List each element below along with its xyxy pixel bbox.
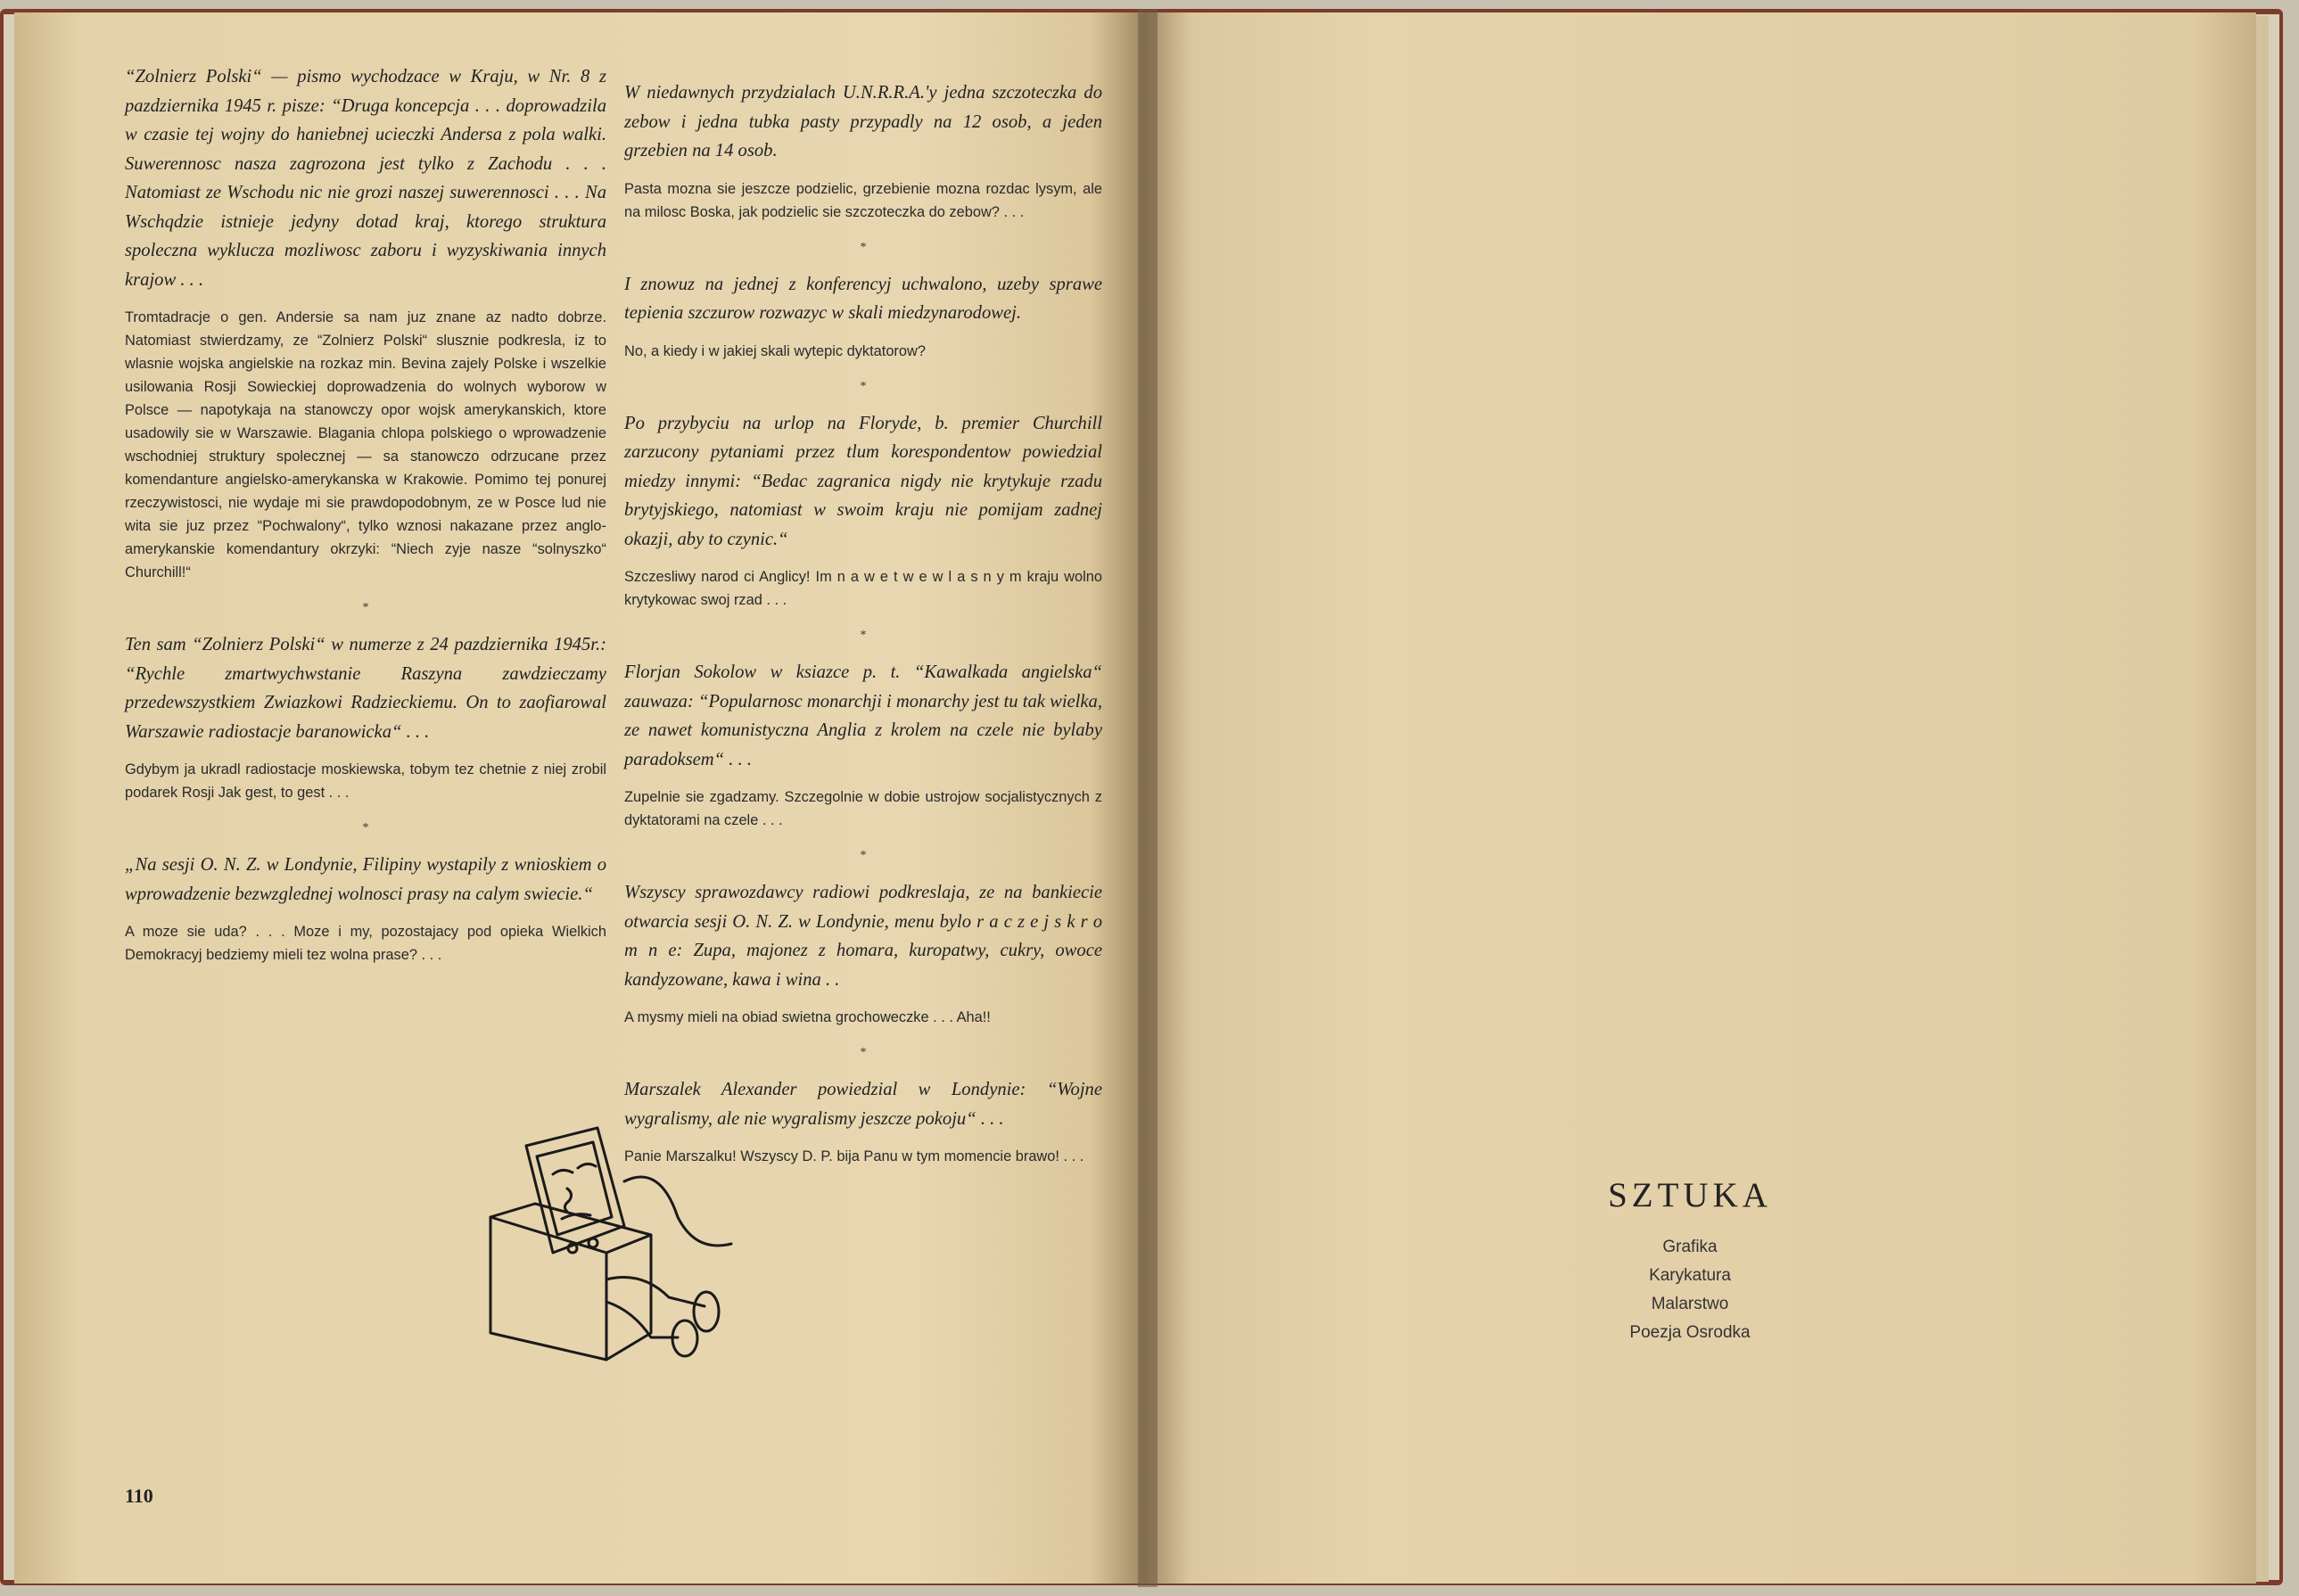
text-column-left bbox=[125, 62, 606, 967]
section-separator-star: * bbox=[860, 629, 867, 642]
quoted-paragraph: Ten sam “Zolnierz Polski“ w numerze z 24 pazdziernika 1945r.: “Rychle zmartwychwstanie Raszyna zawdzieczamy przedewszystkiem Zwiazkowi Radzieckiemu. On to zaofiarowal Warszawie radiostacje baranowicka“ . . . bbox=[125, 635, 606, 742]
quoted-paragraph: “Zolnierz Polski“ — pismo wychodzace w Kraju, w Nr. 8 z pazdziernika 1945 r. pisze: “Druga koncepcja . . . doprowadzila w czasie tej wojny do haniebnej ucieczki Andersa z pola walki. Suwerennosc nasza zagrozona jest tylko z Zachodu . . . Natomiast ze Wschodu nic nie grozi naszej suwerennosci . . . Na Wschqdzie istnieje jedyny dotad kraj, ktorego struktura spoleczna wyklucza mozliwosc zaboru i wyzyskiwania innych krajow . . . bbox=[125, 67, 606, 290]
commentary-paragraph: A mysmy mieli na obiad swietna grochoweczke . . . Aha!! bbox=[624, 1009, 991, 1025]
commentary-paragraph: A moze sie uda? . . . Moze i my, pozostajacy pod opieka Wielkich Demokracyj bedziemy mieli tez wolna prase? . . . bbox=[125, 924, 606, 963]
contents-item-karykatura: Karykatura bbox=[1649, 1266, 1731, 1285]
quoted-paragraph: „Na sesji O. N. Z. w Londynie, Filipiny wystapily z wnioskiem o wprowadzenie bezwzglednej wolnosci prasy na calym swiecie.“ bbox=[125, 855, 606, 904]
section-contents-list bbox=[1601, 1233, 1779, 1347]
section-title: SZTUKA bbox=[1608, 1176, 1772, 1214]
section-separator-star: * bbox=[362, 821, 369, 835]
quoted-paragraph: W niedawnych przydzialach U.N.R.R.A.'y jedna szczoteczka do zebow i jedna tubka pasty przypadly na 12 osob, a jeden grzebien na 14 osob. bbox=[624, 83, 1102, 160]
commentary-paragraph: Szczesliwy narod ci Anglicy! Im n a w e t w e w l a s n y m kraju wolno krytykowac swoj rzad . . . bbox=[624, 569, 1102, 608]
commentary-paragraph: Pasta mozna sie jeszcze podzielic, grzebienie mozna rozdac lysym, ale na milosc Boska, jak podzielic sie szczoteczka do zebow? . . . bbox=[624, 180, 1102, 220]
commentary-paragraph: Zupelnie sie zgadzamy. Szczegolnie w dobie ustrojow socjalistycznych z dyktatorami na czele . . . bbox=[624, 789, 1102, 828]
commentary-paragraph: Tromtadracje o gen. Andersie sa nam juz znane az nadto dobrze. Natomiast stwierdzamy, ze “Zolnierz Polski“ slusznie podkresla, iz to wlasnie wojska angielskie na rozkaz min. Bevina zajely Polske i wszelkie usilowania Rosji Sowieckiej doprowadzenia do wolnych wyborow w Polsce — napotykaja na stanowczy opor wojsk amerykanskich, ktore usadowily sie w Warszawie. Blagania chlopa polskiego o wprowadzenie wschodniej struktury spolecznej — sa stanowczo odrzucane przez komendanture angielsko-amerykanska w Krakowie. Pomimo tej ponurej rzeczywistosci, nie wydaje mi sie prawdopodobnym, ze w Posce lud nie wita sie juz przez “Pochwalony“, tylko wznosi nakazane przez anglo-amerykanskie komendantury okrzyki: “Niech zyje nasze “solnyszko“ Churchill!“ bbox=[125, 309, 606, 580]
contents-item-grafika: Grafika bbox=[1662, 1238, 1718, 1256]
section-separator-star: * bbox=[362, 601, 369, 614]
section-separator-star: * bbox=[860, 1046, 867, 1059]
commentary-paragraph: No, a kiedy i w jakiej skali wytepic dyktatorow? bbox=[624, 342, 926, 359]
commentary-paragraph: Gdybym ja ukradl radiostacje moskiewska, tobym tez chetnie z niej zrobil podarek Rosji Jak gest, to gest . . . bbox=[125, 761, 606, 801]
contents-item-malarstwo: Malarstwo bbox=[1651, 1295, 1729, 1313]
commentary-paragraph: Panie Marszalku! Wszyscy D. P. bija Panu w tym momencie brawo! . . . bbox=[624, 1148, 1084, 1164]
quoted-paragraph: I znowuz na jednej z konferencyj uchwalono, uzeby sprawe tepienia szczurow rozwazyc w skali miedzynarodowej. bbox=[624, 274, 1102, 323]
text-column-right bbox=[624, 78, 1102, 1168]
quoted-paragraph: Marszalek Alexander powiedzial w Londynie: “Wojne wygralismy, ale nie wygralismy jeszcze pokoju“ . . . bbox=[624, 1080, 1102, 1129]
quoted-paragraph: Florjan Sokolow w ksiazce p. t. “Kawalkada angielska“ zauwaza: “Popularnosc monarchji i monarchy jest tu tak wielka, ze nawet komunistyczna Anglia z krolem na czele nie bylaby paradoksem“ . . . bbox=[624, 662, 1102, 769]
quoted-paragraph: Po przybyciu na urlop na Floryde, b. premier Churchill zarzucony pytaniami przez tlum korespondentow powiedzial miedzy innymi: “Bedac zagranica nigdy nie krytykuje rzadu brytyjskiego, natomiast w swoim kraju nie pomijam zadnej okazji, aby to czynic.“ bbox=[624, 413, 1102, 549]
section-separator-star: * bbox=[860, 240, 867, 254]
page-number: 110 bbox=[125, 1485, 153, 1507]
section-separator-star: * bbox=[860, 379, 867, 393]
radio-armchair-cartoon bbox=[473, 1119, 740, 1378]
section-separator-star: * bbox=[860, 849, 867, 862]
contents-item-poezja: Poezja Osrodka bbox=[1629, 1323, 1751, 1342]
quoted-paragraph: Wszyscy sprawozdawcy radiowi podkreslaja, ze na bankiecie otwarcia sesji O. N. Z. w Londynie, menu bylo r a c z e j s k r o m n e: Zupa, majonez z homara, kuropatwy, cukry, owoce kandyzowane, kawa i wina . . bbox=[624, 883, 1102, 990]
